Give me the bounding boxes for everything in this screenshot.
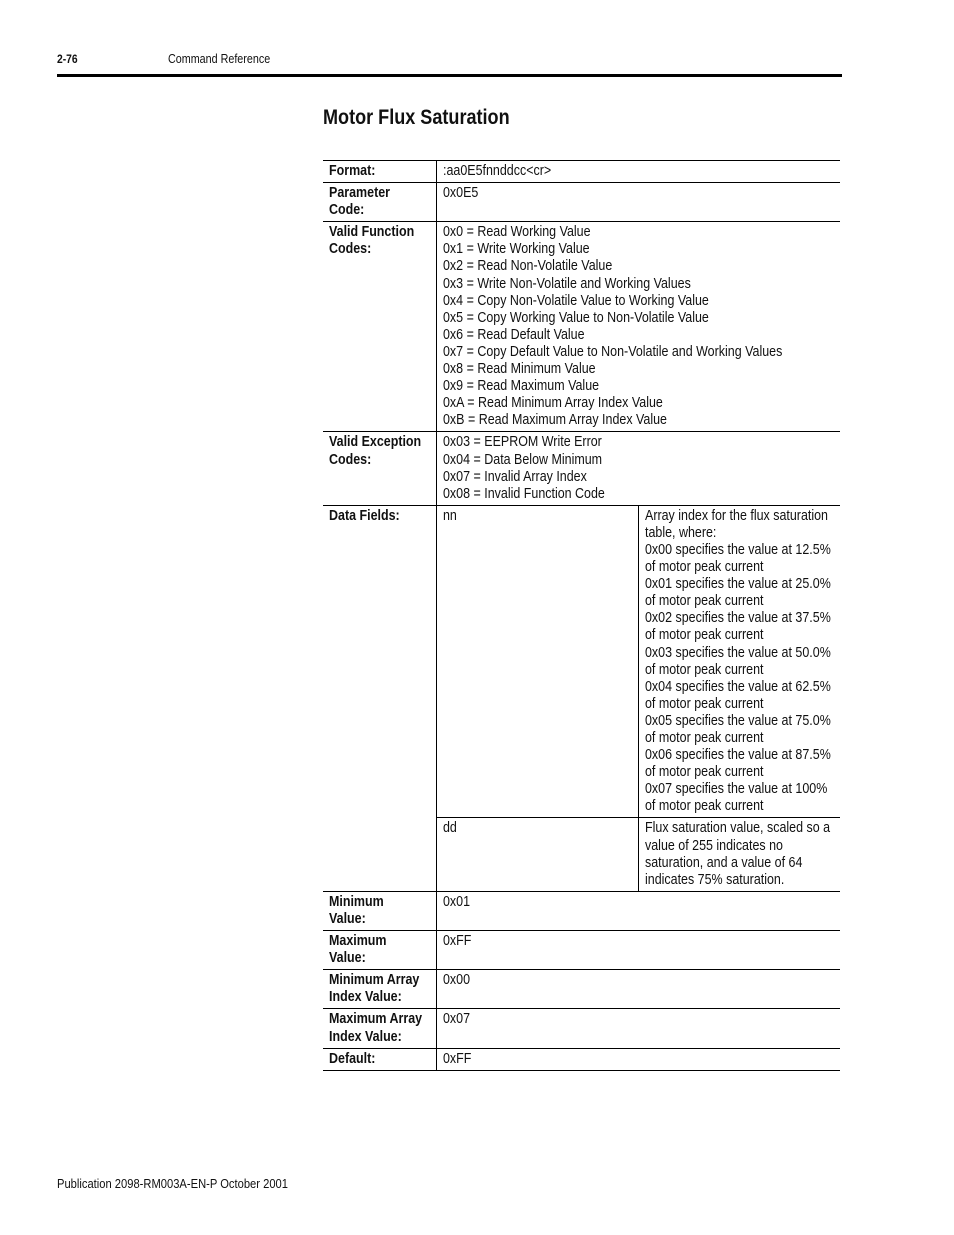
function-code-item: 0x4 = Copy Non-Volatile Value to Working Value bbox=[443, 292, 709, 309]
function-code-item: 0xB = Read Maximum Array Index Value bbox=[443, 412, 667, 429]
row-valid-exception-codes bbox=[323, 432, 840, 505]
data-field-nn-description bbox=[638, 505, 840, 818]
row-format bbox=[323, 161, 840, 183]
format-value: :aa0E5fnnddcc<cr> bbox=[437, 161, 841, 183]
function-code-item: 0x3 = Write Non-Volatile and Working Values bbox=[443, 275, 691, 292]
valid-function-codes-list bbox=[437, 222, 841, 432]
function-code-item: 0x9 = Read Maximum Value bbox=[443, 378, 600, 395]
maximum-value: 0xFF bbox=[437, 931, 841, 970]
command-reference-table bbox=[323, 160, 840, 1071]
function-code-item: 0xA = Read Minimum Array Index Value bbox=[443, 395, 663, 412]
nn-entry: 0x00 specifies the value at 12.5% of motor peak current bbox=[644, 541, 831, 576]
row-valid-function-codes bbox=[323, 222, 840, 432]
nn-entry: 0x01 specifies the value at 25.0% of motor peak current bbox=[644, 576, 831, 610]
row-default bbox=[323, 1048, 840, 1070]
nn-intro: Array index for the flux saturation table, where: bbox=[644, 507, 828, 541]
row-minimum-array-index bbox=[323, 970, 840, 1009]
function-code-item: 0x6 = Read Default Value bbox=[443, 326, 585, 343]
exception-code-item: 0x03 = EEPROM Write Error bbox=[443, 434, 602, 451]
function-code-item: 0x2 = Read Non-Volatile Value bbox=[443, 258, 613, 275]
minimum-array-index-label: Minimum Array Index Value: bbox=[323, 970, 437, 1009]
data-field-nn-name: nn bbox=[437, 505, 639, 818]
row-maximum-array-index bbox=[323, 1009, 840, 1048]
nn-entry: 0x06 specifies the value at 87.5% of motor peak current bbox=[644, 747, 831, 781]
default-value: 0xFF bbox=[437, 1048, 841, 1070]
nn-entry: 0x04 specifies the value at 62.5% of motor peak current bbox=[644, 678, 831, 712]
default-label: Default: bbox=[323, 1048, 437, 1070]
minimum-array-index-value: 0x00 bbox=[437, 970, 841, 1009]
valid-function-codes-label: Valid Function Codes: bbox=[323, 222, 437, 432]
row-parameter-code bbox=[323, 183, 840, 222]
running-header: Command Reference bbox=[168, 52, 271, 66]
format-label: Format: bbox=[323, 161, 437, 183]
valid-exception-codes-label: Valid Exception Codes: bbox=[323, 432, 437, 505]
function-code-item: 0x7 = Copy Default Value to Non-Volatile and Working Values bbox=[443, 343, 783, 360]
row-maximum-value bbox=[323, 931, 840, 970]
nn-entry: 0x02 specifies the value at 37.5% of motor peak current bbox=[644, 610, 831, 644]
data-field-dd-name: dd bbox=[437, 818, 639, 891]
function-code-item: 0x1 = Write Working Value bbox=[443, 241, 590, 258]
exception-code-item: 0x08 = Invalid Function Code bbox=[443, 485, 605, 502]
page-number: 2-76 bbox=[57, 52, 78, 66]
row-data-fields-nn bbox=[323, 505, 840, 818]
maximum-array-index-label: Maximum Array Index Value: bbox=[323, 1009, 437, 1048]
maximum-array-index-value: 0x07 bbox=[437, 1009, 841, 1048]
function-code-item: 0x0 = Read Working Value bbox=[443, 224, 591, 241]
data-field-dd-description: Flux saturation value, scaled so a value of 255 indicates no saturation, and a value of 64 indicates 75% saturation. bbox=[638, 818, 840, 891]
nn-entry: 0x07 specifies the value at 100% of motor peak current bbox=[644, 781, 828, 815]
publication-footer: Publication 2098-RM003A-EN-P October 2001 bbox=[57, 1176, 288, 1191]
header-rule bbox=[57, 74, 842, 77]
nn-entry: 0x03 specifies the value at 50.0% of motor peak current bbox=[644, 644, 831, 678]
minimum-value-label: Minimum Value: bbox=[323, 891, 437, 930]
row-minimum-value bbox=[323, 891, 840, 930]
parameter-code-label: Parameter Code: bbox=[323, 183, 437, 222]
minimum-value: 0x01 bbox=[437, 891, 841, 930]
data-fields-label: Data Fields: bbox=[323, 505, 437, 891]
section-title: Motor Flux Saturation bbox=[323, 106, 510, 129]
parameter-code-value: 0x0E5 bbox=[437, 183, 841, 222]
valid-exception-codes-list bbox=[437, 432, 841, 505]
exception-code-item: 0x07 = Invalid Array Index bbox=[443, 468, 587, 485]
function-code-item: 0x8 = Read Minimum Value bbox=[443, 361, 596, 378]
nn-entry: 0x05 specifies the value at 75.0% of motor peak current bbox=[644, 712, 831, 746]
maximum-value-label: Maximum Value: bbox=[323, 931, 437, 970]
exception-code-item: 0x04 = Data Below Minimum bbox=[443, 451, 603, 468]
function-code-item: 0x5 = Copy Working Value to Non-Volatile Value bbox=[443, 309, 709, 326]
